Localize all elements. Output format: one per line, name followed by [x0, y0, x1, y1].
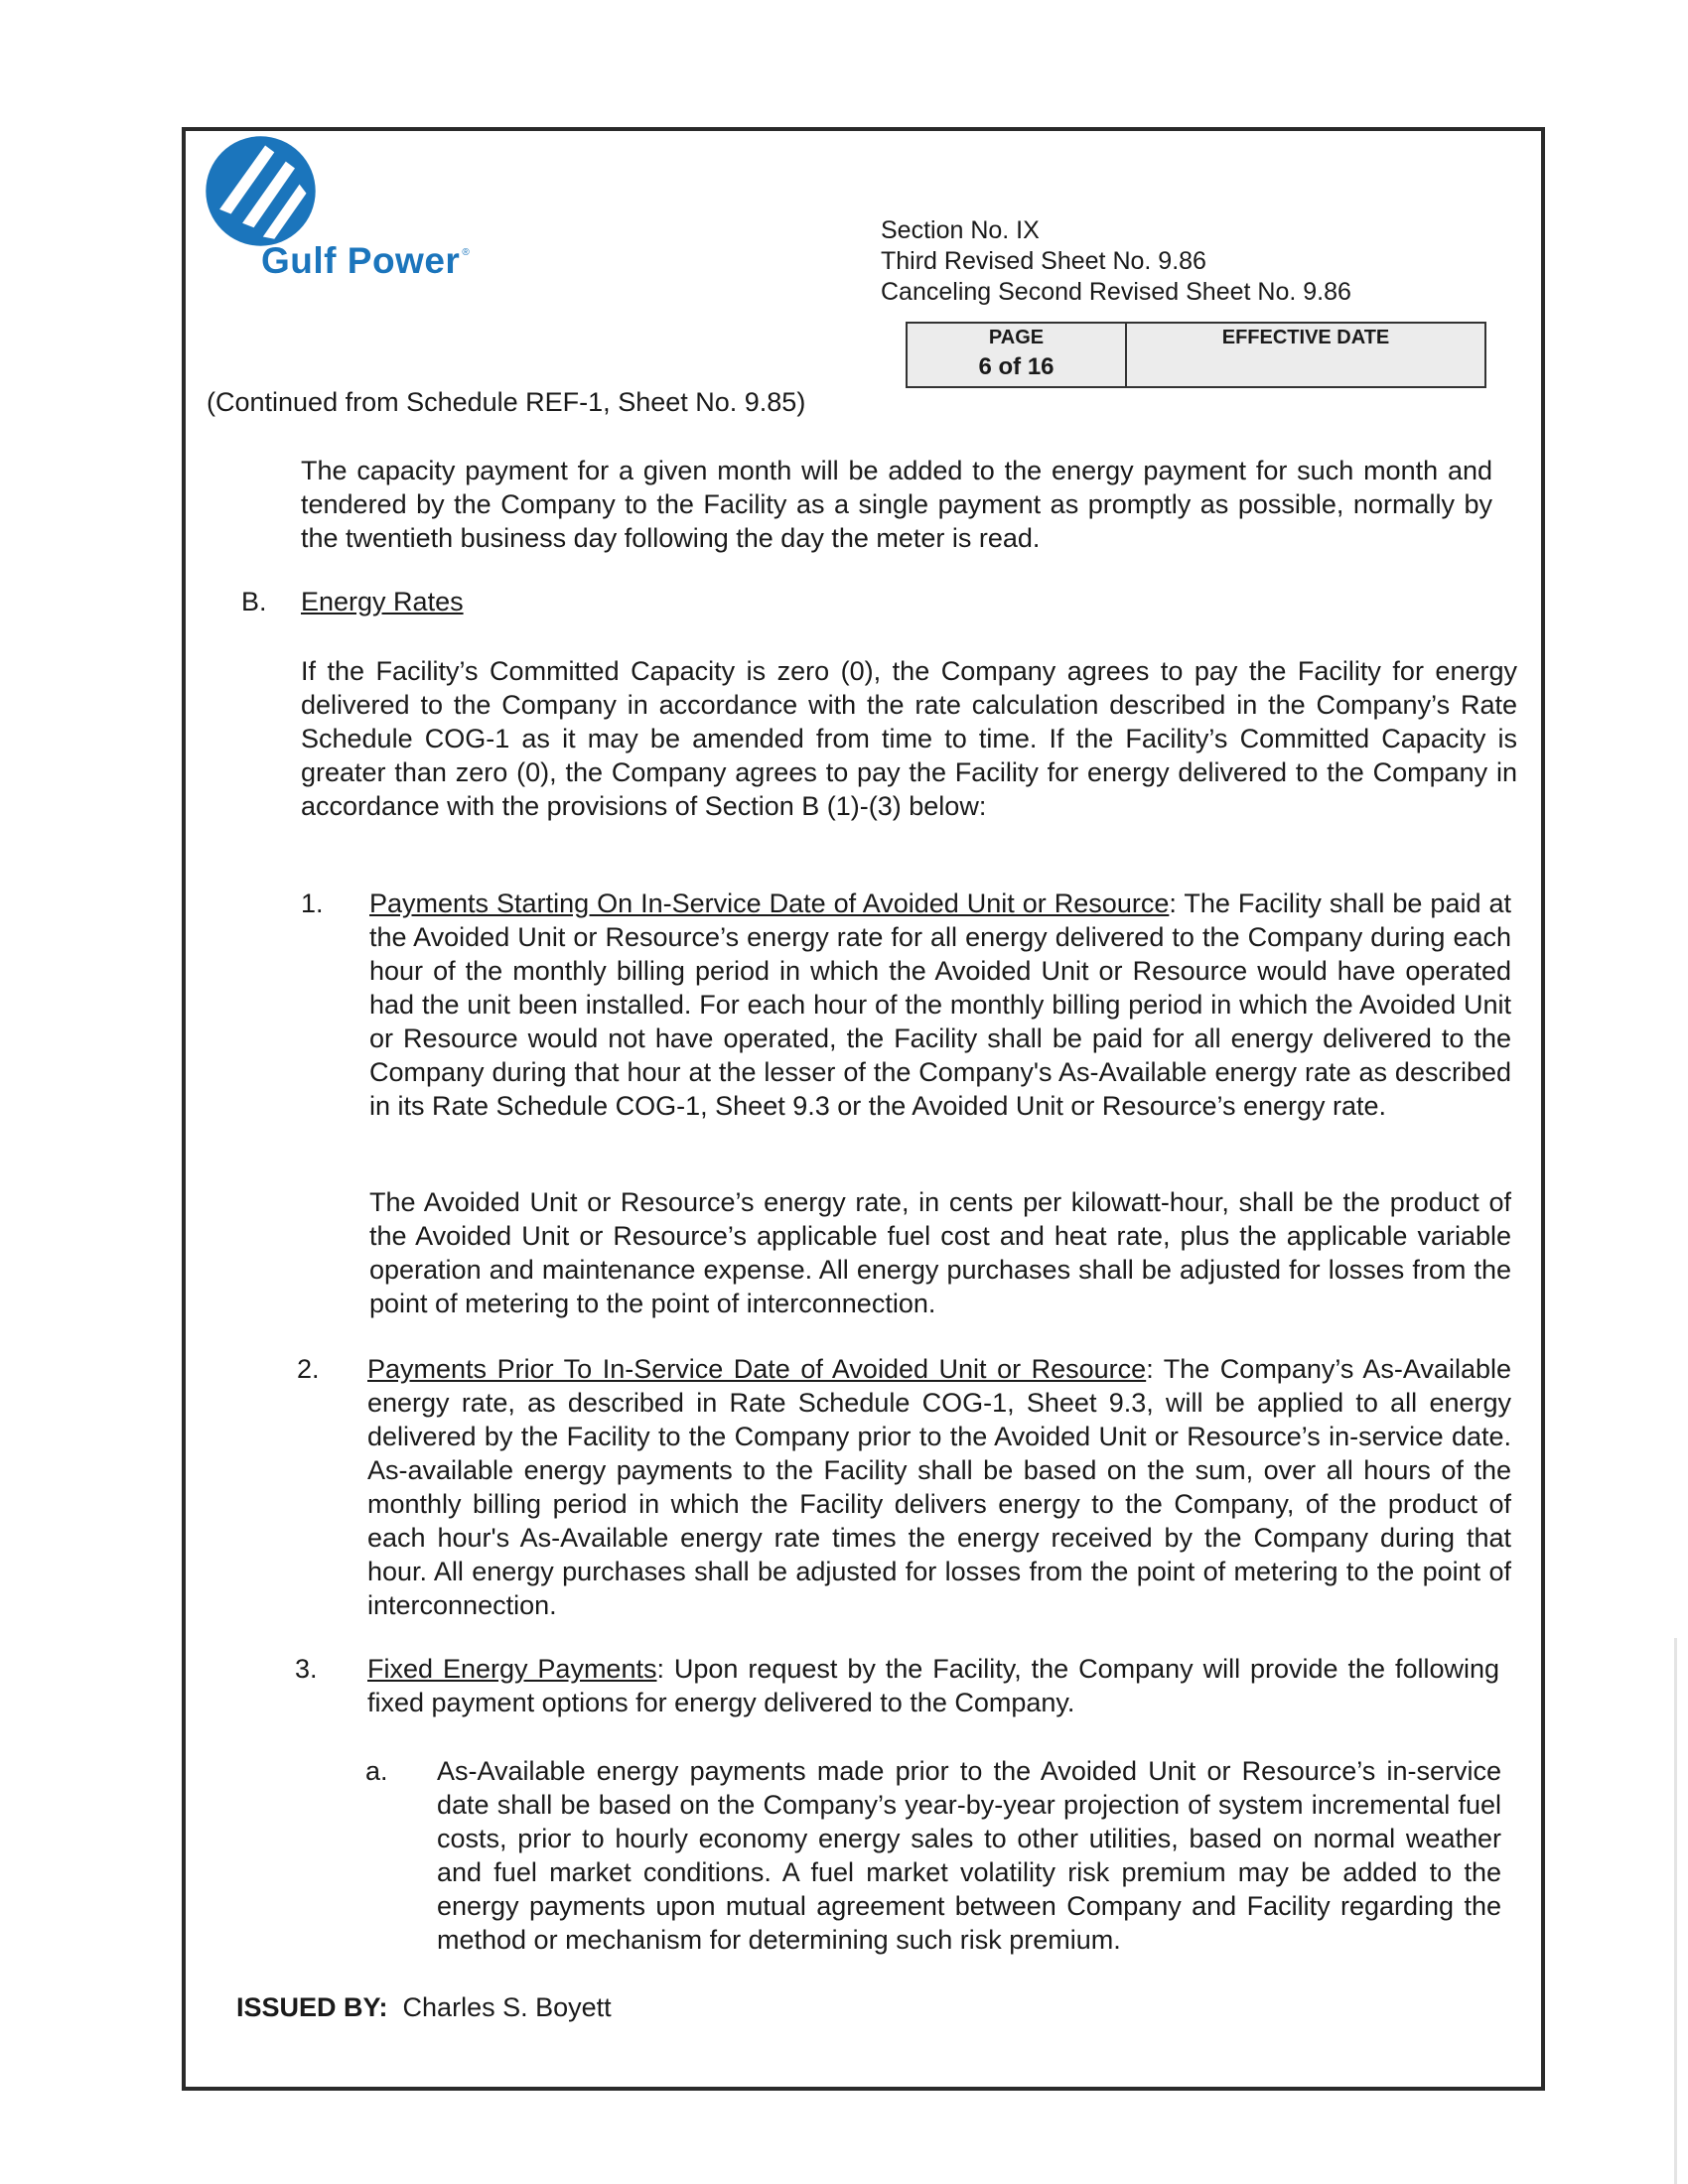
issued-by-name: Charles S. Boyett — [402, 1992, 612, 2022]
issued-by — [236, 1992, 612, 2023]
item-2-marker: 2. — [297, 1354, 320, 1384]
page-value: 6 of 16 — [978, 353, 1055, 380]
scan-edge-shadow — [1674, 1638, 1677, 2184]
item-1-paragraph-2: The Avoided Unit or Resource’s energy rate, in cents per kilowatt-hour, shall be the product of the Avoided Unit or Resource’s applicable fuel cost and heat rate, plus the applicable variable operation and maintenance expense. All energy purchases shall be adjusted for losses from the point of metering to the point of interconnection. — [369, 1187, 1511, 1318]
item-3-marker: 3. — [295, 1654, 318, 1684]
page-cell — [908, 324, 1127, 386]
section-number: Section No. IX — [881, 216, 1040, 244]
item-3-text: : Upon request by the Facility, the Company will provide the following fixed payment options for energy delivered to the Company. — [367, 1654, 1500, 1717]
sheet-number: Third Revised Sheet No. 9.86 — [881, 247, 1206, 275]
intro-paragraph: The capacity payment for a given month will be added to the energy payment for such month and tendered by the Company to the Facility as a single payment as promptly as possible, normally by the twentieth business day following the day the meter is read. — [301, 456, 1492, 553]
item-1-title: Payments Starting On In-Service Date of Avoided Unit or Resource — [369, 888, 1170, 918]
item-1-marker: 1. — [301, 888, 324, 918]
effective-date-cell — [1127, 324, 1484, 386]
section-b-paragraph: If the Facility’s Committed Capacity is zero (0), the Company agrees to pay the Facility for energy delivered to the Company in accordance with the rate calculation described in the Company’s Rate Schedule COG-1 as it may be amended from time to time. If the Facility’s Committed Capacity is greater than zero (0), the Company agrees to pay the Facility for energy delivered to the Company in accordance with the provisions of Section B (1)-(3) below: — [301, 656, 1517, 821]
effective-date-label: EFFECTIVE DATE — [1221, 327, 1390, 348]
sub-item-a-paragraph: As-Available energy payments made prior to the Avoided Unit or Resource’s in-service date shall be based on the Company’s year-by-year projection of system incremental fuel costs, prior to hourly economy energy sales to other utilities, based on normal weather and fuel market conditions. A fuel market volatility risk premium may be added to the energy payments upon mutual agreement between Company and Facility regarding the method or mechanism for determining such risk premium. — [437, 1756, 1501, 1955]
canceling-sheet: Canceling Second Revised Sheet No. 9.86 — [881, 278, 1351, 306]
item-1-paragraph — [369, 887, 1511, 1123]
item-2-title: Payments Prior To In-Service Date of Avoided Unit or Resource — [367, 1354, 1147, 1384]
sheet-info — [881, 215, 1351, 308]
page-effective-table — [906, 322, 1486, 388]
gulf-power-logo-icon — [204, 134, 318, 248]
item-2-paragraph — [367, 1352, 1511, 1622]
page-label: PAGE — [988, 327, 1045, 348]
company-logo-text: Gulf Power ® — [261, 240, 471, 281]
issued-by-label: ISSUED BY: — [236, 1992, 388, 2022]
item-1-text: : The Facility shall be paid at the Avoided Unit or Resource’s energy rate for all energy delivered to the Company during each hour of the monthly billing period in which the Avoided Unit or Resource would have operated had the unit been installed. For each hour of the monthly billing period in which the Avoided Unit or Resource would not have operated, the Facility shall be paid for all energy delivered to the Company during that hour at the lesser of the Company's As-Available energy rate as described in its Rate Schedule COG-1, Sheet 9.3 or the Avoided Unit or Resource’s energy rate. — [369, 888, 1511, 1121]
section-b-title: Energy Rates — [301, 587, 464, 616]
item-3-paragraph — [367, 1652, 1499, 1719]
section-b-marker: B. — [241, 587, 267, 616]
sub-item-a-marker: a. — [365, 1756, 388, 1786]
item-3-title: Fixed Energy Payments — [367, 1654, 657, 1684]
continued-note: (Continued from Schedule REF-1, Sheet No. 9.85) — [207, 387, 806, 417]
item-2-text: : The Company’s As-Available energy rate, as described in Rate Schedule COG-1, Sheet 9.3, will be applied to all energy delivered by the Facility to the Company prior to the Avoided Unit or Resource’s in-service date. As-available energy payments to the Facility shall be based on the sum, over all hours of the monthly billing period in which the Facility delivers energy to the Company, of the product of each hour's As-Available energy rate times the energy received by the Company during that hour. All energy purchases shall be adjusted for losses from the point of metering to the point of interconnection. — [367, 1354, 1511, 1620]
